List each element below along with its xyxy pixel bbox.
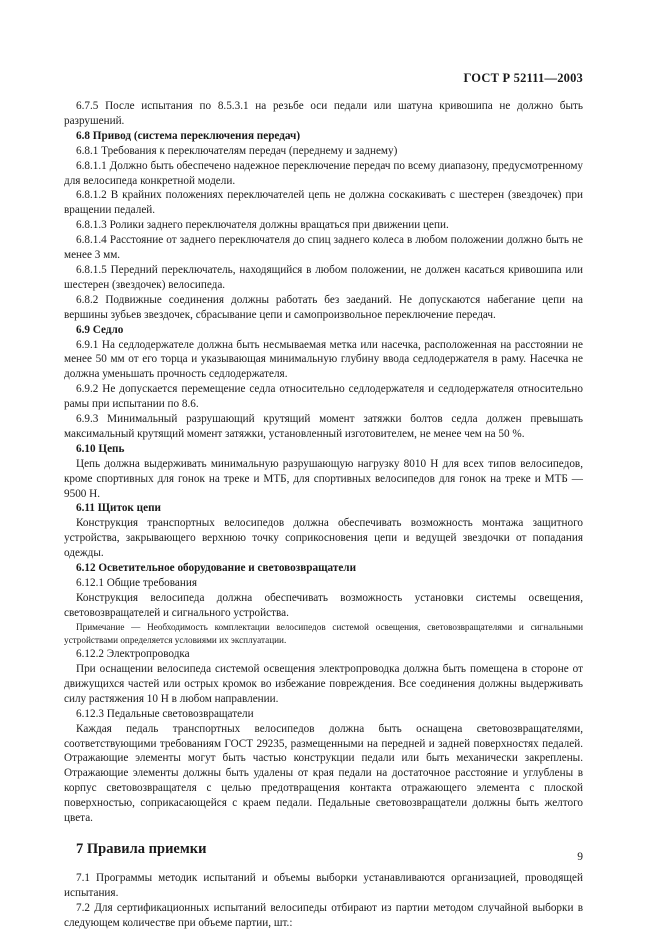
paragraph: 6.8.1.1 Должно быть обеспечено надежное переключение передач по всему диапазону, предусмотренному для велосипеда конкретной модели. bbox=[64, 159, 583, 187]
paragraph: 6.8.1.4 Расстояние от заднего переключателя до спиц заднего колеса в любом положении должно быть не менее 3 мм. bbox=[64, 234, 583, 262]
section-7-heading: 7 Правила приемки bbox=[76, 841, 207, 857]
paragraph: 7.1 Программы методик испытаний и объемы выборки устанавливаются организацией, проводящей испытания. bbox=[64, 871, 583, 899]
section-6-content bbox=[64, 99, 583, 826]
paragraph: 6.8.2 Подвижные соединения должны работать без заеданий. Не допускаются набегание цепи на вершины зубьев звездочек, сбрасывание цепи и самопроизвольное переключение передач. bbox=[64, 293, 583, 321]
section-heading: 6.9 Седло bbox=[76, 323, 124, 336]
paragraph: Цепь должна выдерживать минимальную разрушающую нагрузку 8010 Н для всех типов велосипедов, кроме спортивных для гонок на треке и МТБ, для спортивных велосипедов для гонок на треке и МТБ — 9500 Н. bbox=[64, 457, 583, 500]
document-body bbox=[64, 99, 583, 931]
page-header: ГОСТ Р 52111—2003 bbox=[463, 71, 583, 85]
paragraph: 6.9.1 На седлодержателе должна быть несмываемая метка или насечка, расположенная на расстоянии не менее 50 мм от его торца и указывающая минимальную глубину ввода седлодержателя в раму. Насечка не должна уменьшать прочность седлодержателя. bbox=[64, 338, 583, 381]
paragraph: 6.8.1 Требования к переключателям передач (переднему и заднему) bbox=[76, 144, 398, 157]
section-7-content bbox=[64, 871, 583, 931]
paragraph: Конструкция велосипеда должна обеспечивать возможность установки системы освещения, световозвращателей и сигнального устройства. bbox=[64, 591, 583, 619]
page-number: 9 bbox=[577, 851, 583, 863]
paragraph: 7.2 Для сертификационных испытаний велосипеды отбирают из партии методом случайной выборки в следующем количестве при объеме партии, шт.: bbox=[64, 901, 583, 929]
paragraph: 6.8.1.5 Передний переключатель, находящийся в любом положении, не должен касаться кривошипа или шестерен (звездочек) велосипеда. bbox=[64, 263, 583, 291]
paragraph: 6.12.3 Педальные световозвращатели bbox=[76, 707, 254, 720]
section-heading: 6.10 Цепь bbox=[76, 442, 125, 455]
paragraph: Каждая педаль транспортных велосипедов должна быть оснащена световозвращателями, соответствующими требованиям ГОСТ 29235, размещенными на передней и задней поверхностях педалей. Отражающие элементы могут быть частью конструкции педали или быть механически закреплены. Отражающие элементы должны быть удалены от края педали на достаточное расстояние и углублены в корпус световозвращателя с целью предотвращения контакта отражающего элемента с плоской поверхностью, соприкасающейся с краем педали. Педальные световозвращатели должны быть желтого цвета. bbox=[64, 722, 583, 825]
section-heading: 6.11 Щиток цепи bbox=[76, 502, 161, 515]
paragraph: 6.7.5 После испытания по 8.5.3.1 на резьбе оси педали или шатуна кривошипа не должно быть разрушений. bbox=[64, 100, 583, 127]
paragraph: 6.9.3 Минимальный разрушающий крутящий момент затяжки болтов седла должен превышать максимальный крутящий момент затяжки, установленный изготовителем, не менее чем на 50 %. bbox=[64, 413, 583, 440]
paragraph: При оснащении велосипеда системой освещения электропроводка должна быть помещена в стороне от движущихся частей или острых кромок во избежание повреждения. Все соединения должны выдерживать силу растяжения 10 Н в любом направлении. bbox=[64, 663, 583, 705]
paragraph: 6.9.2 Не допускается перемещение седла относительно седлодержателя и седлодержателя относительно рамы при испытании по 8.6. bbox=[64, 383, 583, 411]
paragraph: 6.8.1.3 Ролики заднего переключателя должны вращаться при движении цепи. bbox=[76, 219, 449, 232]
section-heading: 6.12 Осветительное оборудование и световозвращатели bbox=[76, 562, 357, 575]
paragraph: 6.12.1 Общие требования bbox=[76, 577, 197, 589]
section-heading: 6.8 Привод (система переключения передач) bbox=[76, 129, 301, 142]
paragraph: 6.12.2 Электропроводка bbox=[76, 648, 190, 661]
note: Примечание — Необходимость комплектации велосипедов системой освещения, световозвращателями и сигнальными устройствами определяется условиями их эксплуатации. bbox=[64, 621, 583, 645]
paragraph: Конструкция транспортных велосипедов должна обеспечивать возможность монтажа защитного устройства, закрывающего верхнюю точку соприкосновения цепи и ведущей звездочки от попадания одежды. bbox=[64, 517, 583, 560]
paragraph: 6.8.1.2 В крайних положениях переключателей цепь не должна соскакивать с шестерен (звездочек) при вращении педалей. bbox=[64, 189, 583, 217]
